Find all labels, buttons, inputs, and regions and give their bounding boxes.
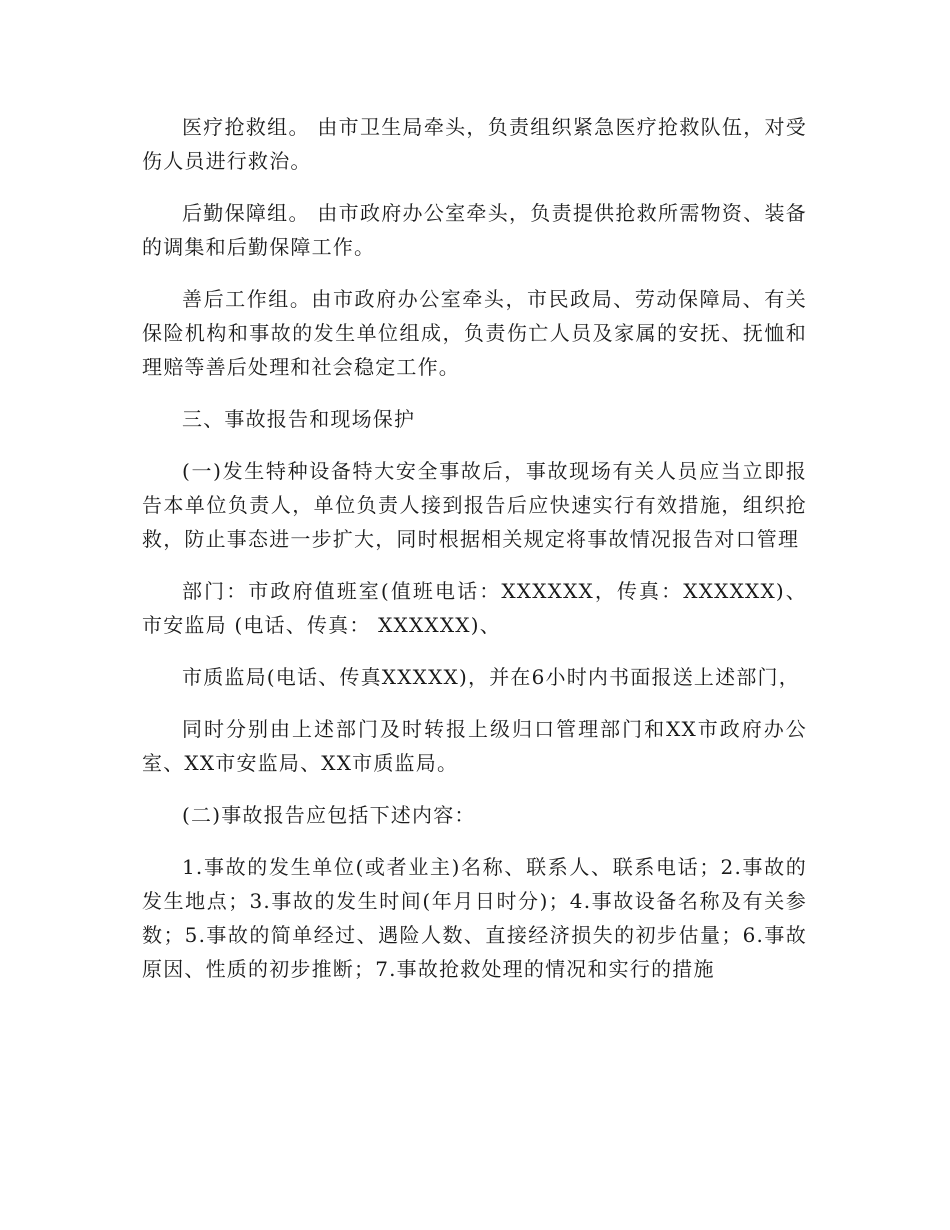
- paragraph-medical-rescue-group: 医疗抢救组。 由市卫生局牵头，负责组织紧急医疗抢救队伍，对受伤人员进行救治。: [142, 115, 807, 173]
- section-heading-accident-report: 三、事故报告和现场保护: [182, 407, 416, 431]
- paragraph-quality-bureau: 市质监局(电话、传真XXXXX)，并在6小时内书面报送上述部门，: [182, 665, 800, 689]
- paragraph-report-departments: 部门：市政府值班室(值班电话：XXXXXX，传真：XXXXXX)、市安监局 (电话、传真： XXXXXX)、: [142, 579, 807, 637]
- paragraph-logistics-group: 后勤保障组。 由市政府办公室牵头，负责提供抢救所需物资、装备的调集和后勤保障工作。: [142, 201, 807, 259]
- paragraph-report-contents-list: 1.事故的发生单位(或者业主)名称、联系人、联系电话；2.事故的发生地点；3.事故的发生时间(年月日时分)；4.事故设备名称及有关参数；5.事故的简单经过、遇险人数、直接经济损失的初步估量；6.事故原因、性质的初步推断；7.事故抢救处理的情况和实行的措施: [142, 855, 807, 981]
- document-body: [142, 110, 807, 1004]
- paragraph-report-procedure: (一)发生特种设备特大安全事故后，事故现场有关人员应当立即报告本单位负责人，单位负责人接到报告后应快速实行有效措施，组织抢救，防止事态进一步扩大，同时根据相关规定将事故情况报告对口管理: [142, 459, 807, 551]
- paragraph-forward-report: 同时分别由上述部门及时转报上级归口管理部门和XX市政府办公室、XX市安监局、XX市质监局。: [142, 717, 807, 775]
- paragraph-report-contents-heading: (二)事故报告应包括下述内容：: [182, 803, 476, 827]
- paragraph-aftermath-group: 善后工作组。由市政府办公室牵头，市民政局、劳动保障局、有关保险机构和事故的发生单位组成，负责伤亡人员及家属的安抚、抚恤和理赔等善后处理和社会稳定工作。: [142, 287, 807, 379]
